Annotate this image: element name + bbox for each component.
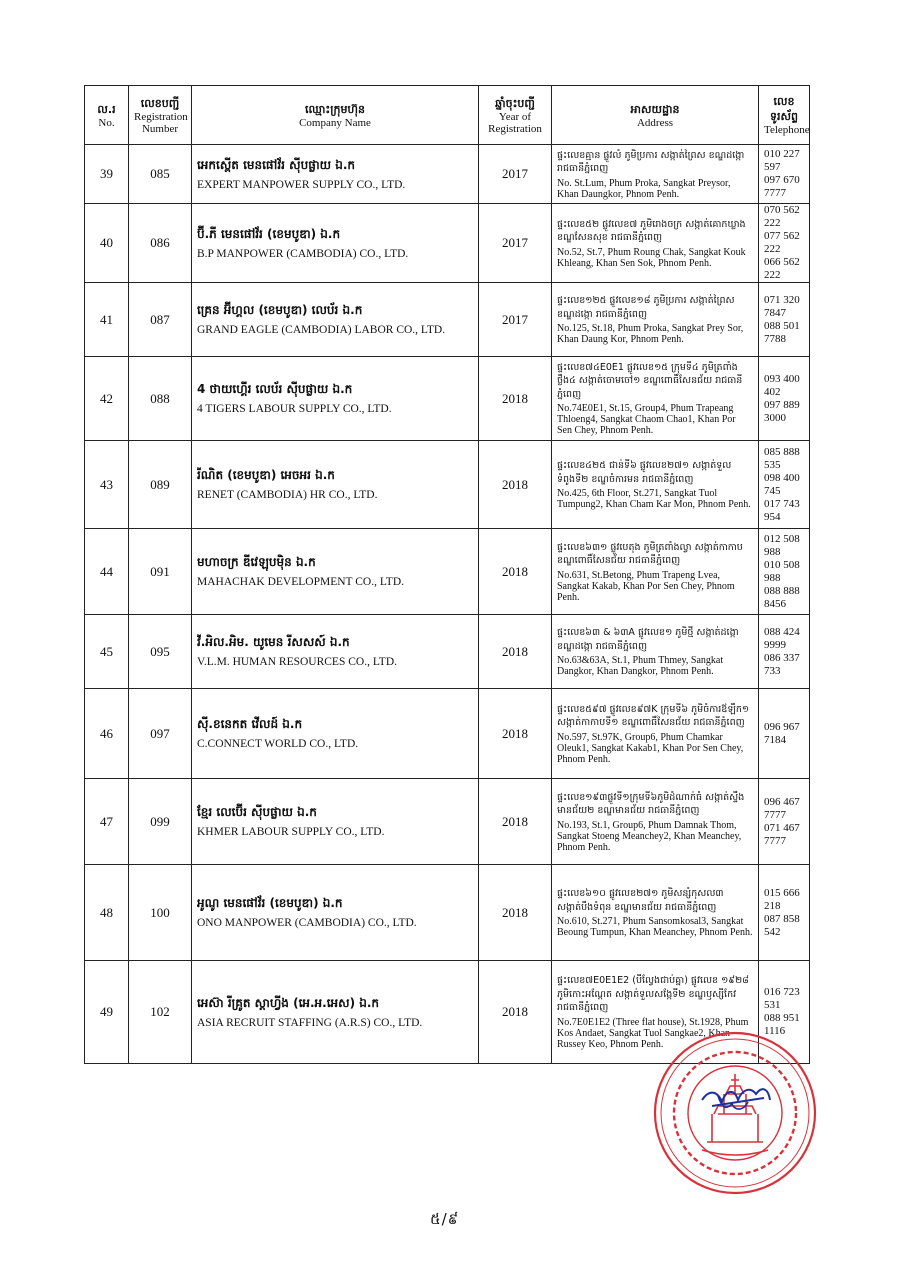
address-khmer: ផ្ទះលេខ៦៣១ ផ្លូវបេតុង ភូមិត្រពាំងល្វា សង្កាត់កាកាប ខណ្ឌពោធិ៍សែនជ័យ រាជធានីភ្នំពេញ: [557, 541, 743, 566]
address-english: No. St.Lum, Phum Proka, Sangkat Preysor, Khan Daungkor, Phnom Penh.: [557, 177, 731, 200]
address-english: No.63&63A, St.1, Phum Thmey, Sangkat Dangkor, Khan Dangkor, Phnom Penh.: [557, 655, 724, 677]
header-telephone: លេខទូរស័ព្ទ Telephone: [759, 86, 810, 145]
row-number: 43: [85, 441, 129, 529]
telephone-number: 088 888 8456: [764, 584, 800, 610]
company-name-english: GRAND EAGLE (CAMBODIA) LABOR CO., LTD.: [197, 324, 446, 336]
registration-year: 2017: [479, 204, 552, 283]
address-cell: [552, 204, 759, 283]
registration-year: 2018: [479, 961, 552, 1064]
company-registry-table: [84, 85, 810, 1064]
company-name-khmer: 4 ថាយហ្គើរ លេប័រ ស៊ីបផ្លាយ ឯ.ក: [197, 382, 353, 396]
address-khmer: ផ្ទះលេខ៥២ ផ្លូវលេខ៧ ភូមិរោងចក្រ សង្កាត់គោកឃ្លាង ខណ្ឌសែនសុខ រាជធានីភ្នំពេញ: [557, 218, 746, 243]
company-name-cell: [192, 145, 479, 204]
address-khmer: ផ្ទះលេខ១៩៣ផ្លូវទី១ក្រុមទី៦ភូមិដំណាក់ធំ សង្កាត់ស្ទឹងមានជ័យ២ ខណ្ឌមានជ័យ រាជធានីភ្នំពេញ: [557, 791, 745, 816]
header-company-name: ឈ្មោះក្រុមហ៊ុន Company Name: [192, 86, 479, 145]
telephone-number: 097 889 3000: [764, 398, 800, 424]
telephone-number: 088 951 1116: [764, 1012, 800, 1037]
table-row: [85, 615, 810, 689]
company-name-english: MAHACHAK DEVELOPMENT CO., LTD.: [197, 576, 405, 588]
telephone-number: 087 858 542: [764, 912, 800, 938]
company-name-khmer: ប៊ី.ភី មេនផៅវ័រ (ខេមបូឌា) ឯ.ក: [197, 226, 341, 241]
address-khmer: ផ្ទះលេខ១២៥ ផ្លូវលេខ១៨ ភូមិប្រការ សង្កាត់ព្រៃស ខណ្ឌដង្កោ រាជធានីភ្នំពេញ: [557, 295, 735, 320]
company-name-cell: [192, 961, 479, 1064]
address-cell: [552, 357, 759, 441]
company-name-cell: [192, 779, 479, 865]
registration-number: 085: [129, 145, 192, 204]
registration-year: 2018: [479, 779, 552, 865]
company-name-khmer: ស៊ី.ខនេកត វើលដ៍ ឯ.ក: [197, 717, 303, 731]
telephone-number: 016 723 531: [764, 986, 800, 1011]
telephone-number: 088 501 7788: [764, 319, 800, 345]
table-row: [85, 779, 810, 865]
address-cell: [552, 615, 759, 689]
telephone-number: 097 670 7777: [764, 174, 800, 199]
row-number: 44: [85, 529, 129, 615]
address-cell: [552, 779, 759, 865]
row-number: 48: [85, 865, 129, 961]
registration-number: 086: [129, 204, 192, 283]
address-khmer: ផ្ទះលេខ៦១០ ផ្លូវលេខ២៧១ ភូមិសន្សំកុសល៣ សង្កាត់បឹងទំពុន ខណ្ឌមានជ័យ រាជធានីភ្នំពេញ: [557, 888, 724, 913]
company-name-english: KHMER LABOUR SUPPLY CO., LTD.: [197, 826, 385, 838]
company-name-cell: [192, 204, 479, 283]
registration-number: 102: [129, 961, 192, 1064]
company-name-english: B.P MANPOWER (CAMBODIA) CO., LTD.: [197, 247, 409, 260]
company-name-english: ONO MANPOWER (CAMBODIA) CO., LTD.: [197, 917, 417, 929]
registration-number: 088: [129, 357, 192, 441]
registration-year: 2018: [479, 529, 552, 615]
telephone-cell: [759, 145, 810, 204]
telephone-number: 070 562 222: [764, 204, 800, 229]
table-row: [85, 689, 810, 779]
telephone-number: 017 743 954: [764, 497, 800, 523]
table-row: [85, 145, 810, 204]
row-number: 39: [85, 145, 129, 204]
telephone-cell: [759, 441, 810, 529]
registration-number: 095: [129, 615, 192, 689]
registration-year: 2018: [479, 865, 552, 961]
registration-number: 097: [129, 689, 192, 779]
company-name-cell: [192, 615, 479, 689]
company-name-khmer: អេស៊ា រីគ្រូត ស្តាហ្វីង (អេ.អ.អេស) ឯ.ក: [197, 995, 380, 1010]
row-number: 45: [85, 615, 129, 689]
address-english: No.193, St.1, Group6, Phum Damnak Thom, Sangkat Stoeng Meanchey2, Khan Meanchey, Phnom Penh.: [557, 819, 742, 853]
company-name-khmer: អូណូ មេនផៅវ័រ (ខេមបូឌា) ឯ.ក: [197, 896, 343, 910]
header-no: ល.រ No.: [85, 86, 129, 145]
table-row: [85, 529, 810, 615]
telephone-number: 071 467 7777: [764, 821, 800, 847]
company-name-english: V.L.M. HUMAN RESOURCES CO., LTD.: [197, 656, 398, 668]
address-english: No.631, St.Betong, Phum Trapeng Lvea, Sangkat Kakab, Khan Por Sen Chey, Phnom Penh.: [557, 569, 735, 603]
address-english: No.7E0E1E2 (Three flat house), St.1928, Phum Kos Andaet, Sangkat Tuol Sangkae2, Khan Russey Keo, Phnom Penh.: [557, 1016, 749, 1050]
company-name-cell: [192, 529, 479, 615]
telephone-cell: [759, 615, 810, 689]
address-khmer: ផ្ទះលេខ៥៩៧ ផ្លូវលេខ៩៧K ក្រុមទី៦ ភូមិចំការឪឡឹក១ សង្កាត់កាកាបទី១ ខណ្ឌពោធិ៍សែនជ័យ រាជធានីភ្នំពេញ: [557, 703, 750, 728]
company-name-cell: [192, 689, 479, 779]
address-english: No.52, St.7, Phum Roung Chak, Sangkat Kouk Khleang, Khan Sen Sok, Phnom Penh.: [557, 246, 746, 269]
table-row: [85, 441, 810, 529]
company-name-khmer: ខ្មែរ លេប៊ើរ ស៊ីបផ្លាយ ឯ.ក: [197, 805, 317, 819]
table-header-row: [85, 86, 810, 145]
address-cell: [552, 441, 759, 529]
address-cell: [552, 529, 759, 615]
registration-year: 2017: [479, 145, 552, 204]
registration-year: 2018: [479, 357, 552, 441]
registration-number: 100: [129, 865, 192, 961]
company-name-english: C.CONNECT WORLD CO., LTD.: [197, 738, 359, 750]
header-year-of-registration: ឆ្នាំចុះបញ្ជី Year of Registration: [479, 86, 552, 145]
table-row: [85, 204, 810, 283]
telephone-cell: [759, 529, 810, 615]
company-name-english: 4 TIGERS LABOUR SUPPLY CO., LTD.: [197, 403, 392, 415]
address-khmer: ផ្ទះលេខ៧៤E0E1 ផ្លូវលេខ១៥ ក្រុមទី៤ ភូមិត្រពាំងថ្លឹង៤ សង្កាត់ចោមចៅ១ ខណ្ឌពោធិ៍សែនជ័យ រាជធានីភ្នំពេញ: [557, 361, 743, 400]
address-english: No.425, 6th Floor, St.271, Sangkat Tuol Tumpung2, Khan Cham Kar Mon, Phnom Penh.: [557, 488, 751, 510]
telephone-number: 015 666 218: [764, 886, 800, 912]
telephone-number: 010 227 597: [764, 148, 800, 173]
company-name-khmer: រីណិត (ខេមបូឌា) អេចអរ ឯ.ក: [197, 468, 335, 482]
company-name-cell: [192, 283, 479, 357]
header-address: អាសយដ្ឋាន Address: [552, 86, 759, 145]
telephone-cell: [759, 283, 810, 357]
row-number: 47: [85, 779, 129, 865]
table-row: [85, 283, 810, 357]
address-english: No.125, St.18, Phum Proka, Sangkat Prey Sor, Khan Daung Kor, Phnom Penh.: [557, 323, 744, 345]
registration-number: 087: [129, 283, 192, 357]
address-english: No.74E0E1, St.15, Group4, Phum Trapeang Thloeng4, Sangkat Chaom Chao1, Khan Por Sen Chey, Phnom Penh.: [557, 403, 736, 437]
row-number: 49: [85, 961, 129, 1064]
telephone-cell: [759, 779, 810, 865]
address-cell: [552, 283, 759, 357]
telephone-number: 085 888 535: [764, 445, 800, 471]
table-body: [85, 145, 810, 1064]
company-name-cell: [192, 865, 479, 961]
company-name-english: RENET (CAMBODIA) HR CO., LTD.: [197, 489, 378, 501]
telephone-cell: [759, 689, 810, 779]
company-name-cell: [192, 441, 479, 529]
registration-number: 091: [129, 529, 192, 615]
telephone-number: 012 508 988: [764, 532, 800, 558]
registration-year: 2018: [479, 689, 552, 779]
address-khmer: ផ្ទះលេខគ្មាន ផ្លូវលំ ភូមិប្រការ សង្កាត់ព្រៃស ខណ្ឌដង្កោ រាជធានីភ្នំពេញ: [557, 149, 745, 174]
telephone-number: 077 562 222: [764, 230, 800, 255]
company-name-khmer: គ្រេន អ៊ីហ្គល (ខេមបូឌា) លេប័រ ឯ.ក: [197, 303, 363, 317]
registration-number: 089: [129, 441, 192, 529]
registration-number: 099: [129, 779, 192, 865]
company-name-khmer: វី.អិល.អិម. យូមេន រីសសស៍ ឯ.ក: [197, 635, 350, 649]
telephone-number: 096 467 7777: [764, 795, 800, 821]
company-name-english: ASIA RECRUIT STAFFING (A.R.S) CO., LTD.: [197, 1016, 423, 1029]
address-cell: [552, 145, 759, 204]
official-seal-stamp: [652, 1030, 818, 1196]
telephone-number: 071 320 7847: [764, 293, 800, 319]
registration-year: 2018: [479, 615, 552, 689]
address-khmer: ផ្ទះលេខ៤២៥ ជាន់ទី៦ ផ្លូវលេខ២៧១ សង្កាត់ទួលទំពូងទី២ ខណ្ឌចំការមន រាជធានីភ្នំពេញ: [557, 460, 732, 485]
telephone-cell: [759, 204, 810, 283]
company-name-english: EXPERT MANPOWER SUPPLY CO., LTD.: [197, 178, 406, 191]
registration-year: 2018: [479, 441, 552, 529]
address-english: No.610, St.271, Phum Sansomkosal3, Sangkat Beoung Tumpun, Khan Meanchey, Phnom Penh.: [557, 916, 753, 938]
table-row: [85, 357, 810, 441]
company-name-khmer: មហាចក្រ ឌីវេឡុបម៉ិន ឯ.ក: [197, 555, 316, 569]
address-english: No.597, St.97K, Group6, Phum Chamkar Oleuk1, Sangkat Kakab1, Khan Por Sen Chey, Phnom Penh.: [557, 731, 744, 765]
row-number: 41: [85, 283, 129, 357]
row-number: 46: [85, 689, 129, 779]
page-number: ៥/៩: [430, 1210, 460, 1228]
address-khmer: ផ្ទះលេខ៦៣ & ៦៣A ផ្លូវលេខ១ ភូមិថ្មី សង្កាត់ដង្កោ ខណ្ឌដង្កោ រាជធានីភ្នំពេញ: [557, 627, 739, 652]
registration-year: 2017: [479, 283, 552, 357]
telephone-cell: [759, 357, 810, 441]
company-name-khmer: អេកស្ពើត មេនផៅវ័រ ស៊ីបផ្លាយ ឯ.ក: [197, 157, 356, 172]
telephone-number: 096 967 7184: [764, 720, 800, 746]
address-khmer: ផ្ទះលេខ៧E0E1E2 (បីល្វែងជាប់គ្នា) ផ្លូវលេខ ១៩២៨ ភូមិកោះអណ្តែត សង្កាត់ទួលសង្កែទី២ ខណ្ឌឫស្សីកែវ រាជធានីភ្នំពេញ: [557, 975, 749, 1014]
row-number: 40: [85, 204, 129, 283]
address-cell: [552, 865, 759, 961]
address-cell: [552, 689, 759, 779]
telephone-number: 010 508 988: [764, 558, 800, 584]
table-row: [85, 865, 810, 961]
company-name-cell: [192, 357, 479, 441]
telephone-number: 098 400 745: [764, 471, 800, 497]
row-number: 42: [85, 357, 129, 441]
telephone-number: 088 424 9999: [764, 625, 800, 651]
telephone-number: 093 400 402: [764, 372, 800, 398]
telephone-cell: [759, 865, 810, 961]
header-registration-number: លេខបញ្ជី Registration Number: [129, 86, 192, 145]
telephone-number: 086 337 733: [764, 651, 800, 677]
telephone-number: 066 562 222: [764, 256, 800, 281]
